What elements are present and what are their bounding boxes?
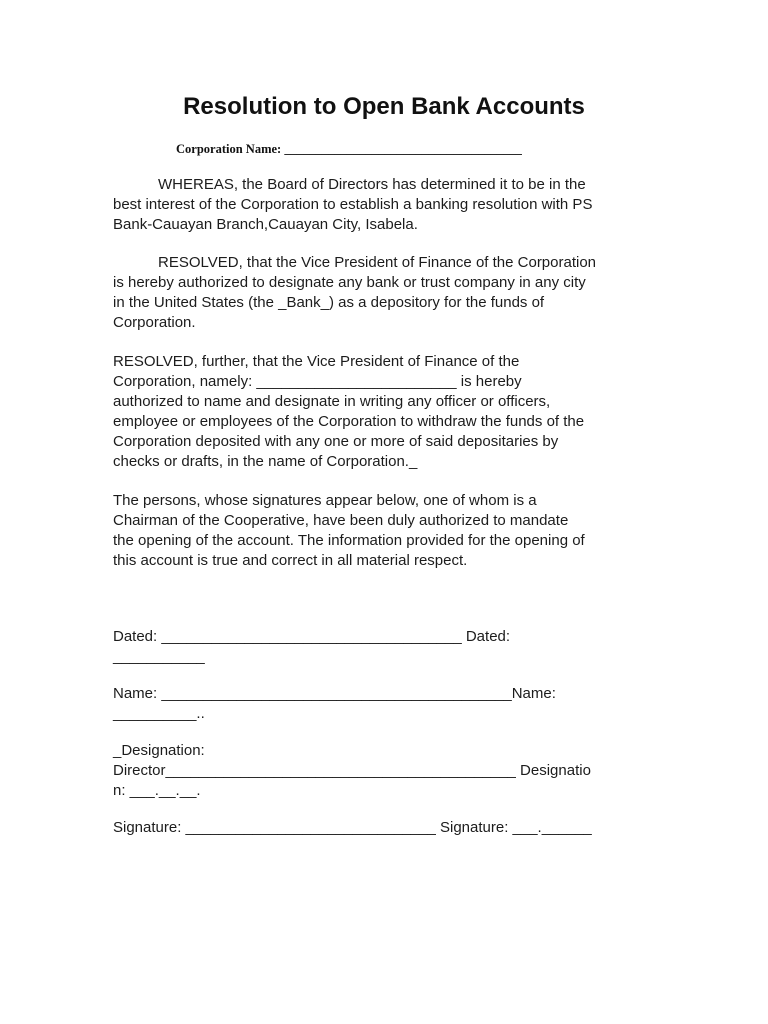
paragraph-line: The persons, whose signatures appear below, one of whom is a xyxy=(113,492,537,509)
paragraph-line: is hereby authorized to designate any bank or trust company in any city xyxy=(113,274,586,291)
name-line: __________.. xyxy=(113,705,205,722)
name-block xyxy=(113,684,658,724)
dated-line: ___________ xyxy=(113,648,205,665)
paragraph-line: Bank-Cauayan Branch,Cauayan City, Isabela. xyxy=(113,216,418,233)
paragraph-line: Corporation. xyxy=(113,314,196,331)
paragraph-line: WHEREAS, the Board of Directors has determined it to be in the xyxy=(158,176,586,193)
paragraph-line: the opening of the account. The information provided for the opening of xyxy=(113,532,585,549)
paragraph-resolved-further xyxy=(113,352,658,472)
paragraph-line: checks or drafts, in the name of Corporation._ xyxy=(113,453,418,470)
dated-line: Dated: ____________________________________ Dated: xyxy=(113,628,511,645)
dated-block xyxy=(113,627,658,667)
paragraph-resolved xyxy=(113,253,658,333)
paragraph-line: in the United States (the _Bank_) as a depository for the funds of xyxy=(113,294,545,311)
paragraph-line: Corporation, namely: ________________________ is hereby xyxy=(113,373,522,390)
designation-line: _Designation: xyxy=(113,742,205,759)
signature-block xyxy=(113,818,658,838)
signature-line: Signature: ______________________________ Signature: ___.______ xyxy=(113,819,592,836)
paragraph-line: employee or employees of the Corporation to withdraw the funds of the xyxy=(113,413,585,430)
paragraph-line: authorized to name and designate in writing any officer or officers, xyxy=(113,393,551,410)
designation-line: Director__________________________________________ Designatio xyxy=(113,762,591,779)
paragraph-line: this account is true and correct in all material respect. xyxy=(113,552,468,569)
paragraph-line: Chairman of the Cooperative, have been duly authorized to mandate xyxy=(113,512,569,529)
designation-line: n: ___.__.__. xyxy=(113,782,201,799)
paragraph-line: RESOLVED, that the Vice President of Finance of the Corporation xyxy=(158,254,597,271)
paragraph-whereas xyxy=(113,175,658,235)
paragraph-line: Corporation deposited with any one or more of said depositaries by xyxy=(113,433,559,450)
paragraph-line: best interest of the Corporation to establish a banking resolution with PS xyxy=(113,196,593,213)
signature-section xyxy=(113,627,658,855)
corporation-name-line: Corporation Name: ______________________________________ xyxy=(176,142,522,156)
paragraph-persons xyxy=(113,491,658,571)
paragraph-line: RESOLVED, further, that the Vice President of Finance of the xyxy=(113,353,520,370)
document-title: Resolution to Open Bank Accounts xyxy=(183,93,585,120)
designation-block xyxy=(113,741,658,801)
name-line: Name: __________________________________________Name: xyxy=(113,685,556,702)
